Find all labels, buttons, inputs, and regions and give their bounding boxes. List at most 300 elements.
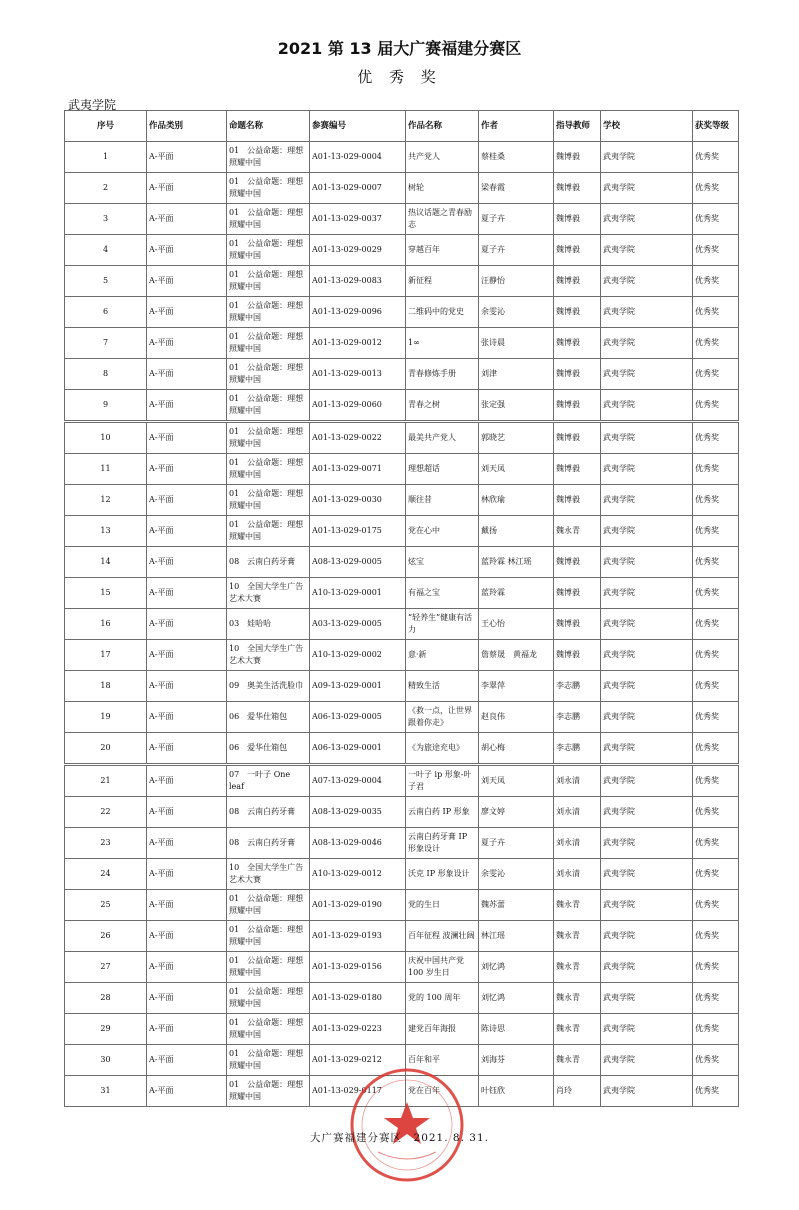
table-cell: A-平面 — [147, 921, 227, 952]
table-cell: 06 爱华仕箱包 — [227, 733, 310, 765]
table-cell: 优秀奖 — [693, 859, 739, 890]
table-cell: 09 奥美生活洗脸巾 — [227, 671, 310, 702]
table-cell: 魏永青 — [554, 1014, 601, 1045]
table-row — [65, 952, 739, 983]
table-cell: 13 — [65, 516, 147, 547]
table-cell: A10-13-029-0012 — [310, 859, 406, 890]
table-cell: A-平面 — [147, 609, 227, 640]
table-row — [65, 142, 739, 173]
table-cell: 青春之树 — [406, 390, 479, 422]
table-cell: A01-13-029-0037 — [310, 204, 406, 235]
table-cell: 武夷学院 — [601, 266, 693, 297]
table-cell: 28 — [65, 983, 147, 1014]
column-header: 命题名称 — [227, 111, 310, 142]
table-cell: 优秀奖 — [693, 516, 739, 547]
table-cell: 热议话题之青春励志 — [406, 204, 479, 235]
table-cell: “轻养生”健康有活力 — [406, 609, 479, 640]
table-cell: 优秀奖 — [693, 485, 739, 516]
table-cell: 魏永青 — [554, 890, 601, 921]
table-cell: A01-13-029-0156 — [310, 952, 406, 983]
table-cell: 15 — [65, 578, 147, 609]
table-row — [65, 609, 739, 640]
table-cell: 魏博毅 — [554, 390, 601, 422]
table-cell: 汪静怡 — [479, 266, 554, 297]
table-cell: A06-13-029-0001 — [310, 733, 406, 765]
table-cell: 党的 100 周年 — [406, 983, 479, 1014]
table-cell: 云南白药牙膏 IP 形象设计 — [406, 828, 479, 859]
table-row — [65, 297, 739, 328]
table-cell: 李志鹏 — [554, 702, 601, 733]
table-cell: 01 公益命题：理想照耀中国 — [227, 1014, 310, 1045]
table-cell: 梁春霞 — [479, 173, 554, 204]
table-cell: A01-13-029-0007 — [310, 173, 406, 204]
award-level-heading: 优 秀 奖 — [357, 68, 442, 86]
table-cell: A08-13-029-0035 — [310, 797, 406, 828]
table-cell: 优秀奖 — [693, 235, 739, 266]
table-cell: 共产党人 — [406, 142, 479, 173]
table-cell: A-平面 — [147, 890, 227, 921]
table-row — [65, 173, 739, 204]
table-cell: 武夷学院 — [601, 359, 693, 390]
table-cell: 蓝羚霖 — [479, 578, 554, 609]
issuer-date-line: 大广赛福建分赛区 2021. 8. 31. — [310, 1132, 489, 1144]
table-cell: 武夷学院 — [601, 516, 693, 547]
table-cell: 优秀奖 — [693, 921, 739, 952]
table-cell: A01-13-029-0004 — [310, 142, 406, 173]
column-header: 获奖等级 — [693, 111, 739, 142]
table-cell: 11 — [65, 454, 147, 485]
table-cell: 沃克 IP 形象设计 — [406, 859, 479, 890]
table-cell: 01 公益命题：理想照耀中国 — [227, 1045, 310, 1076]
table-cell: 08 云南白药牙膏 — [227, 797, 310, 828]
table-cell: A-平面 — [147, 547, 227, 578]
table-cell: A-平面 — [147, 983, 227, 1014]
table-cell: 魏博毅 — [554, 422, 601, 454]
table-cell: 优秀奖 — [693, 797, 739, 828]
table-cell: 魏博毅 — [554, 235, 601, 266]
table-cell: 刘永清 — [554, 797, 601, 828]
table-cell: 优秀奖 — [693, 733, 739, 765]
table-row — [65, 266, 739, 297]
table-cell: 优秀奖 — [693, 1014, 739, 1045]
table-cell: 夏子卉 — [479, 204, 554, 235]
table-cell: 炫宝 — [406, 547, 479, 578]
table-cell: 魏博毅 — [554, 266, 601, 297]
table-row — [65, 828, 739, 859]
table-cell: 武夷学院 — [601, 702, 693, 733]
table-cell: 优秀奖 — [693, 297, 739, 328]
table-cell: 戴扬 — [479, 516, 554, 547]
table-cell: 优秀奖 — [693, 266, 739, 297]
table-cell: 魏永青 — [554, 952, 601, 983]
table-cell: 魏博毅 — [554, 142, 601, 173]
table-cell: A01-13-029-0190 — [310, 890, 406, 921]
table-cell: A08-13-029-0046 — [310, 828, 406, 859]
table-cell: 7 — [65, 328, 147, 359]
table-cell: 08 云南白药牙膏 — [227, 828, 310, 859]
table-cell: A-平面 — [147, 578, 227, 609]
table-cell: 优秀奖 — [693, 328, 739, 359]
table-cell: 21 — [65, 765, 147, 797]
table-cell: A-平面 — [147, 328, 227, 359]
table-cell: 优秀奖 — [693, 1076, 739, 1107]
table-cell: 武夷学院 — [601, 859, 693, 890]
table-cell: 01 公益命题：理想照耀中国 — [227, 890, 310, 921]
table-cell: A-平面 — [147, 266, 227, 297]
column-header: 作品名称 — [406, 111, 479, 142]
table-cell: A-平面 — [147, 859, 227, 890]
table-cell: 16 — [65, 609, 147, 640]
table-cell: 20 — [65, 733, 147, 765]
table-cell: A-平面 — [147, 671, 227, 702]
table-cell: 01 公益命题：理想照耀中国 — [227, 516, 310, 547]
table-cell: 廖文婷 — [479, 797, 554, 828]
table-cell: 武夷学院 — [601, 797, 693, 828]
table-cell: 10 — [65, 422, 147, 454]
table-cell: 武夷学院 — [601, 640, 693, 671]
table-cell: A-平面 — [147, 235, 227, 266]
table-cell: 武夷学院 — [601, 983, 693, 1014]
table-row — [65, 859, 739, 890]
table-cell: 魏博毅 — [554, 173, 601, 204]
table-cell: 优秀奖 — [693, 204, 739, 235]
table-cell: 魏博毅 — [554, 328, 601, 359]
table-cell: 赵良伟 — [479, 702, 554, 733]
table-cell: 优秀奖 — [693, 547, 739, 578]
table-cell: 23 — [65, 828, 147, 859]
table-cell: 李志鹏 — [554, 733, 601, 765]
table-cell: 01 公益命题：理想照耀中国 — [227, 454, 310, 485]
table-cell: 优秀奖 — [693, 828, 739, 859]
table-cell: 刘永清 — [554, 859, 601, 890]
table-cell: 6 — [65, 297, 147, 328]
table-cell: 武夷学院 — [601, 328, 693, 359]
table-cell: 01 公益命题：理想照耀中国 — [227, 266, 310, 297]
table-cell: 1∞ — [406, 328, 479, 359]
table-cell: 青春修炼手册 — [406, 359, 479, 390]
table-cell: 优秀奖 — [693, 173, 739, 204]
table-cell: A01-13-029-0029 — [310, 235, 406, 266]
table-cell: 01 公益命题：理想照耀中国 — [227, 297, 310, 328]
table-cell: 魏博毅 — [554, 204, 601, 235]
table-cell: 庆祝中国共产党 100 岁生日 — [406, 952, 479, 983]
table-row — [65, 797, 739, 828]
table-cell: 3 — [65, 204, 147, 235]
table-cell: 8 — [65, 359, 147, 390]
table-cell: A01-13-029-0013 — [310, 359, 406, 390]
table-cell: A01-13-029-0180 — [310, 983, 406, 1014]
table-cell: 武夷学院 — [601, 952, 693, 983]
table-row — [65, 640, 739, 671]
table-cell: A06-13-029-0005 — [310, 702, 406, 733]
table-cell: 夏子卉 — [479, 828, 554, 859]
table-cell: 詹蔡晟 黄福龙 — [479, 640, 554, 671]
table-cell: A-平面 — [147, 297, 227, 328]
table-cell: 叶钰欣 — [479, 1076, 554, 1107]
table-cell: 武夷学院 — [601, 1014, 693, 1045]
table-cell: 魏博毅 — [554, 640, 601, 671]
table-cell: 优秀奖 — [693, 702, 739, 733]
table-cell: 优秀奖 — [693, 1045, 739, 1076]
table-row — [65, 983, 739, 1014]
table-cell: 22 — [65, 797, 147, 828]
table-cell: A-平面 — [147, 702, 227, 733]
table-cell: 优秀奖 — [693, 142, 739, 173]
table-cell: 27 — [65, 952, 147, 983]
table-cell: A-平面 — [147, 1076, 227, 1107]
table-cell: A08-13-029-0005 — [310, 547, 406, 578]
column-header: 参赛编号 — [310, 111, 406, 142]
table-cell: A-平面 — [147, 952, 227, 983]
table-cell: 5 — [65, 266, 147, 297]
table-cell: 胡心梅 — [479, 733, 554, 765]
table-row — [65, 578, 739, 609]
table-cell: 01 公益命题：理想照耀中国 — [227, 485, 310, 516]
table-cell: 刘永清 — [554, 828, 601, 859]
table-row — [65, 702, 739, 733]
table-cell: A-平面 — [147, 485, 227, 516]
table-cell: 张定强 — [479, 390, 554, 422]
table-cell: 李志鹏 — [554, 671, 601, 702]
table-cell: 30 — [65, 1045, 147, 1076]
table-row — [65, 204, 739, 235]
table-cell: 31 — [65, 1076, 147, 1107]
table-cell: 4 — [65, 235, 147, 266]
table-cell: A-平面 — [147, 359, 227, 390]
table-row — [65, 422, 739, 454]
table-cell: 党的生日 — [406, 890, 479, 921]
table-cell: 优秀奖 — [693, 454, 739, 485]
table-cell: 顺往昔 — [406, 485, 479, 516]
table-cell: 武夷学院 — [601, 890, 693, 921]
column-header: 作者 — [479, 111, 554, 142]
table-cell: 03 娃哈哈 — [227, 609, 310, 640]
table-cell: A01-13-029-0071 — [310, 454, 406, 485]
table-cell: 郭晓艺 — [479, 422, 554, 454]
table-cell: A09-13-029-0001 — [310, 671, 406, 702]
table-cell: 刘永清 — [554, 765, 601, 797]
table-cell: 01 公益命题：理想照耀中国 — [227, 422, 310, 454]
table-cell: 01 公益命题：理想照耀中国 — [227, 359, 310, 390]
table-cell: 百年征程 波澜壮阔 — [406, 921, 479, 952]
table-cell: 9 — [65, 390, 147, 422]
table-cell: 李翠萍 — [479, 671, 554, 702]
table-cell: 12 — [65, 485, 147, 516]
table-cell: 优秀奖 — [693, 422, 739, 454]
table-cell: 刘海芬 — [479, 1045, 554, 1076]
table-cell: 29 — [65, 1014, 147, 1045]
table-row — [65, 359, 739, 390]
table-cell: A-平面 — [147, 797, 227, 828]
table-cell: 肖玲 — [554, 1076, 601, 1107]
table-cell: A-平面 — [147, 390, 227, 422]
table-cell: 01 公益命题：理想照耀中国 — [227, 235, 310, 266]
table-cell: 新征程 — [406, 266, 479, 297]
table-cell: 优秀奖 — [693, 578, 739, 609]
table-cell: 《为旅途充电》 — [406, 733, 479, 765]
table-cell: 2 — [65, 173, 147, 204]
table-cell: 林欣瑜 — [479, 485, 554, 516]
column-header: 学校 — [601, 111, 693, 142]
table-cell: 优秀奖 — [693, 640, 739, 671]
table-cell: A10-13-029-0001 — [310, 578, 406, 609]
table-cell: 精致生活 — [406, 671, 479, 702]
table-cell: A01-13-029-0117 — [310, 1076, 406, 1107]
table-cell: 优秀奖 — [693, 671, 739, 702]
table-cell: 优秀奖 — [693, 765, 739, 797]
table-cell: 武夷学院 — [601, 297, 693, 328]
table-cell: 01 公益命题：理想照耀中国 — [227, 1076, 310, 1107]
table-cell: 01 公益命题：理想照耀中国 — [227, 952, 310, 983]
table-row — [65, 671, 739, 702]
table-cell: 武夷学院 — [601, 547, 693, 578]
table-cell: 06 爱华仕箱包 — [227, 702, 310, 733]
table-row — [65, 1014, 739, 1045]
table-cell: A01-13-029-0083 — [310, 266, 406, 297]
table-cell: 党在百年 — [406, 1076, 479, 1107]
table-cell: 武夷学院 — [601, 578, 693, 609]
table-cell: 01 公益命题：理想照耀中国 — [227, 204, 310, 235]
table-cell: 07 一叶子 One leaf — [227, 765, 310, 797]
table-cell: 蔡桂桑 — [479, 142, 554, 173]
table-row — [65, 390, 739, 422]
table-cell: 武夷学院 — [601, 390, 693, 422]
table-cell: 武夷学院 — [601, 173, 693, 204]
table-cell: 武夷学院 — [601, 485, 693, 516]
table-cell: 百年和平 — [406, 1045, 479, 1076]
table-header-row — [65, 111, 739, 142]
table-cell: 01 公益命题：理想照耀中国 — [227, 983, 310, 1014]
table-cell: A07-13-029-0004 — [310, 765, 406, 797]
table-row — [65, 485, 739, 516]
table-row — [65, 328, 739, 359]
table-cell: 武夷学院 — [601, 422, 693, 454]
table-cell: A01-13-029-0022 — [310, 422, 406, 454]
table-row — [65, 765, 739, 797]
table-cell: 魏博毅 — [554, 578, 601, 609]
table-cell: A01-13-029-0212 — [310, 1045, 406, 1076]
page-title: 2021 第 13 届大广赛福建分赛区 — [277, 39, 522, 58]
table-cell: 武夷学院 — [601, 454, 693, 485]
table-cell: 党在心中 — [406, 516, 479, 547]
table-cell: 17 — [65, 640, 147, 671]
table-cell: 魏永青 — [554, 983, 601, 1014]
table-row — [65, 547, 739, 578]
table-row — [65, 733, 739, 765]
award-table — [64, 110, 739, 1107]
table-cell: 魏博毅 — [554, 454, 601, 485]
table-cell: 08 云南白药牙膏 — [227, 547, 310, 578]
table-cell: 01 公益命题：理想照耀中国 — [227, 173, 310, 204]
table-cell: 24 — [65, 859, 147, 890]
table-cell: 10 全国大学生广告艺术大赛 — [227, 578, 310, 609]
table-cell: A-平面 — [147, 173, 227, 204]
school-name: 武夷学院 — [68, 98, 117, 112]
table-row — [65, 890, 739, 921]
table-cell: 魏永青 — [554, 516, 601, 547]
table-cell: 武夷学院 — [601, 828, 693, 859]
table-cell: A01-13-029-0060 — [310, 390, 406, 422]
table-cell: 魏博毅 — [554, 485, 601, 516]
column-header: 序号 — [65, 111, 147, 142]
table-cell: 魏永青 — [554, 1045, 601, 1076]
table-cell: 穿越百年 — [406, 235, 479, 266]
table-cell: 14 — [65, 547, 147, 578]
table-cell: 《救一点，让世界跟着你走》 — [406, 702, 479, 733]
table-cell: 魏博毅 — [554, 297, 601, 328]
table-cell: A01-13-029-0175 — [310, 516, 406, 547]
table-cell: 优秀奖 — [693, 890, 739, 921]
table-cell: 刘天凤 — [479, 454, 554, 485]
table-cell: 01 公益命题：理想照耀中国 — [227, 921, 310, 952]
table-cell: A01-13-029-0030 — [310, 485, 406, 516]
table-cell: A03-13-029-0005 — [310, 609, 406, 640]
table-cell: 01 公益命题：理想照耀中国 — [227, 328, 310, 359]
table-row — [65, 921, 739, 952]
table-cell: A-平面 — [147, 1014, 227, 1045]
table-cell: 优秀奖 — [693, 983, 739, 1014]
table-cell: 有福之宝 — [406, 578, 479, 609]
table-cell: 01 公益命题：理想照耀中国 — [227, 390, 310, 422]
table-cell: 10 全国大学生广告艺术大赛 — [227, 859, 310, 890]
table-cell: A-平面 — [147, 142, 227, 173]
table-cell: A01-13-029-0012 — [310, 328, 406, 359]
table-cell: 武夷学院 — [601, 765, 693, 797]
table-cell: A-平面 — [147, 640, 227, 671]
table-cell: A-平面 — [147, 828, 227, 859]
table-cell: A01-13-029-0193 — [310, 921, 406, 952]
table-cell: 武夷学院 — [601, 609, 693, 640]
table-cell: 理想超话 — [406, 454, 479, 485]
table-cell: 武夷学院 — [601, 142, 693, 173]
table-row — [65, 235, 739, 266]
table-cell: 武夷学院 — [601, 733, 693, 765]
table-cell: 优秀奖 — [693, 359, 739, 390]
table-cell: 武夷学院 — [601, 1076, 693, 1107]
table-cell: 王心怡 — [479, 609, 554, 640]
table-cell: A-平面 — [147, 733, 227, 765]
table-cell: 二维码中的党史 — [406, 297, 479, 328]
table-cell: 19 — [65, 702, 147, 733]
table-row — [65, 516, 739, 547]
table-cell: 夏子卉 — [479, 235, 554, 266]
table-cell: A10-13-029-0002 — [310, 640, 406, 671]
table-cell: 刘天凤 — [479, 765, 554, 797]
table-cell: 云南白药 IP 形象 — [406, 797, 479, 828]
table-cell: 18 — [65, 671, 147, 702]
table-cell: 魏永青 — [554, 921, 601, 952]
table-cell: 魏博毅 — [554, 609, 601, 640]
table-cell: 蓝羚霖 林江瑶 — [479, 547, 554, 578]
table-cell: 陈诗思 — [479, 1014, 554, 1045]
table-cell: 26 — [65, 921, 147, 952]
table-cell: 刘忆鸿 — [479, 983, 554, 1014]
column-header: 指导教师 — [554, 111, 601, 142]
table-cell: A01-13-029-0096 — [310, 297, 406, 328]
table-cell: 刘忆鸿 — [479, 952, 554, 983]
table-cell: 魏博毅 — [554, 547, 601, 578]
table-cell: A-平面 — [147, 422, 227, 454]
table-cell: 余雯沁 — [479, 859, 554, 890]
table-cell: A-平面 — [147, 765, 227, 797]
table-cell: 刘津 — [479, 359, 554, 390]
table-cell: A-平面 — [147, 1045, 227, 1076]
table-cell: 建党百年海报 — [406, 1014, 479, 1045]
table-cell: A01-13-029-0223 — [310, 1014, 406, 1045]
table-cell: 25 — [65, 890, 147, 921]
table-cell: 01 公益命题：理想照耀中国 — [227, 142, 310, 173]
table-cell: 武夷学院 — [601, 671, 693, 702]
